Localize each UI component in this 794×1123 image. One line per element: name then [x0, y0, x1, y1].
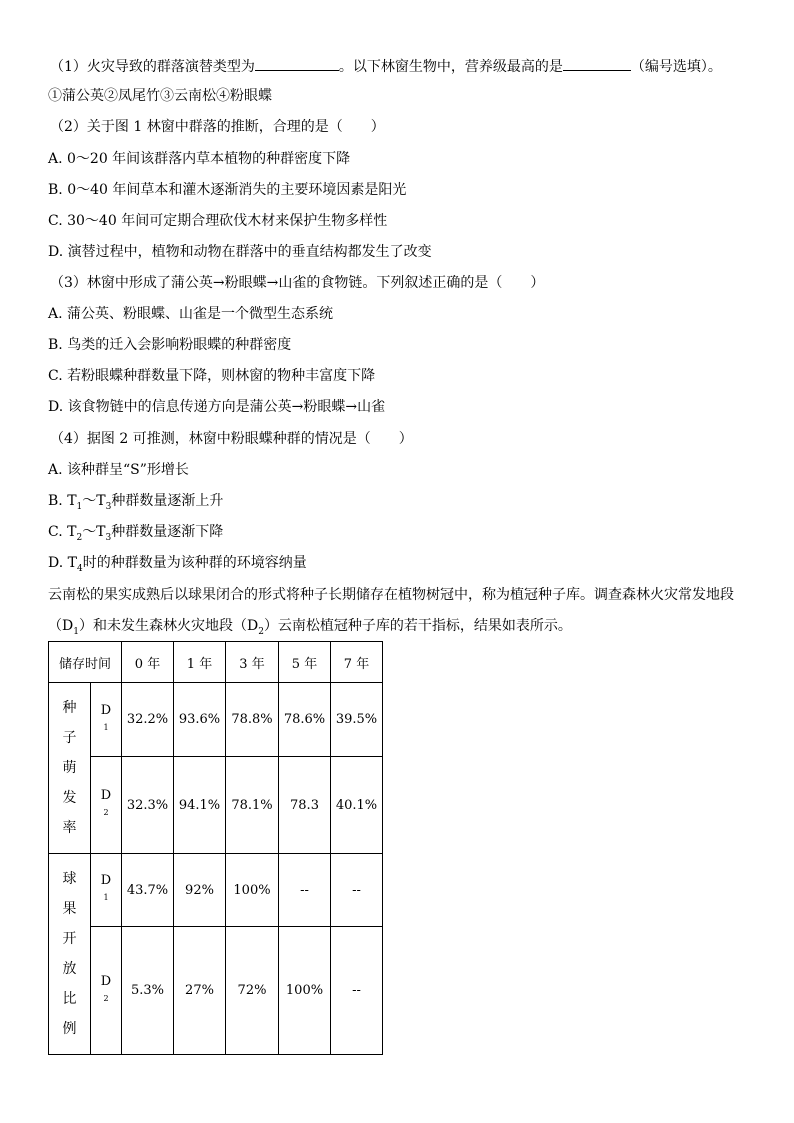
table-row [49, 927, 383, 1055]
table-cell: 43.7% [122, 854, 174, 927]
table-cell: 94.1% [174, 757, 226, 854]
q2-stem: （2）关于图 1 林窗中群落的推断，合理的是（ ） [50, 119, 385, 135]
q1-text-post: （编号选填）。 [630, 59, 722, 75]
q3-option-b: B. 鸟类的迁入会影响粉眼蝶的种群密度 [48, 337, 292, 353]
table-cell: 78.8% [226, 683, 279, 757]
q1-text-pre: （1）火灾导致的群落演替类型为 [50, 59, 255, 75]
header-cell: 1 年 [174, 642, 226, 683]
table-cell: -- [331, 927, 383, 1055]
table-cell: -- [331, 854, 383, 927]
row-label-d2: D 2 [91, 757, 122, 854]
header-cell: 5 年 [279, 642, 331, 683]
table-cell: -- [279, 854, 331, 927]
q4-option-a: A. 该种群呈“S”形增长 [48, 462, 189, 478]
table-cell: 27% [174, 927, 226, 1055]
table-cell: 40.1% [331, 757, 383, 854]
q2-option-c: C. 30～40 年间可定期合理砍伐木材来保护生物多样性 [48, 213, 388, 229]
table-cell: 100% [279, 927, 331, 1055]
q3-option-d: D. 该食物链中的信息传递方向是蒲公英→粉眼蝶→山雀 [48, 399, 386, 415]
q3-stem: （3）林窗中形成了蒲公英→粉眼蝶→山雀的食物链。下列叙述正确的是（ ） [50, 275, 545, 291]
q3-option-a: A. 蒲公英、粉眼蝶、山雀是一个微型生态系统 [48, 306, 334, 322]
table-cell: 78.1% [226, 757, 279, 854]
table-cell: 72% [226, 927, 279, 1055]
group-label-germination: 种子萌发率 [49, 683, 91, 854]
header-cell: 7 年 [331, 642, 383, 683]
q1-text-mid: 。以下林窗生物中，营养级最高的是 [338, 59, 563, 75]
table-cell: 93.6% [174, 683, 226, 757]
header-cell: 0 年 [122, 642, 174, 683]
group-label-cone-open: 球果开放比例 [49, 854, 91, 1055]
paragraph-line-1: 云南松的果实成熟后以球果闭合的形式将种子长期储存在植物树冠中，称为植冠种子库。调查森林火灾常发地段 [48, 587, 734, 603]
table-cell: 32.2% [122, 683, 174, 757]
table-header-row [49, 642, 383, 683]
q1-stem [50, 56, 722, 77]
q4-stem: （4）据图 2 可推测，林窗中粉眼蝶种群的情况是（ ） [50, 431, 413, 447]
q2-option-d: D. 演替过程中，植物和动物在群落中的垂直结构都发生了改变 [48, 244, 432, 260]
table-cell: 5.3% [122, 927, 174, 1055]
header-cell: 3 年 [226, 642, 279, 683]
paragraph-line-2: $(D_1)$和未发生森林火灾地段$(D_2)$云南松植冠种子库的若干指标，结果如表所示。 [48, 618, 572, 637]
q2-option-b: B. 0～40 年间草本和灌木逐渐消失的主要环境因素是阳光 [48, 182, 407, 198]
table-cell: 32.3% [122, 757, 174, 854]
q1-blank-1 [255, 56, 339, 71]
table-cell: 78.3 [279, 757, 331, 854]
table-row [49, 683, 383, 757]
table-row [49, 854, 383, 927]
row-label-d2: D 2 [91, 927, 122, 1055]
table-row [49, 757, 383, 854]
q4-option-c: C. $T_2\sim T_3$种群数量逐渐下降 [48, 524, 224, 543]
row-label-d1: D 1 [91, 683, 122, 757]
q2-option-a: A. 0～20 年间该群落内草本植物的种群密度下降 [48, 151, 351, 167]
q3-option-c: C. 若粉眼蝶种群数量下降，则林窗的物种丰富度下降 [48, 368, 376, 384]
row-label-d1: D 1 [91, 854, 122, 927]
q4-option-d: D. $T_4$时的种群数量为该种群的环境容纳量 [48, 555, 307, 574]
table-cell: 78.6% [279, 683, 331, 757]
table-cell: 39.5% [331, 683, 383, 757]
header-cell-time: 储存时间 [49, 642, 122, 683]
seed-bank-table [48, 641, 383, 1055]
q4-option-b: B. $T_1\sim T_3$种群数量逐渐上升 [48, 493, 224, 512]
table-cell: 100% [226, 854, 279, 927]
table-cell: 92% [174, 854, 226, 927]
q1-options: ①蒲公英②凤尾竹③云南松④粉眼蝶 [48, 88, 272, 104]
q1-blank-2 [563, 56, 631, 71]
